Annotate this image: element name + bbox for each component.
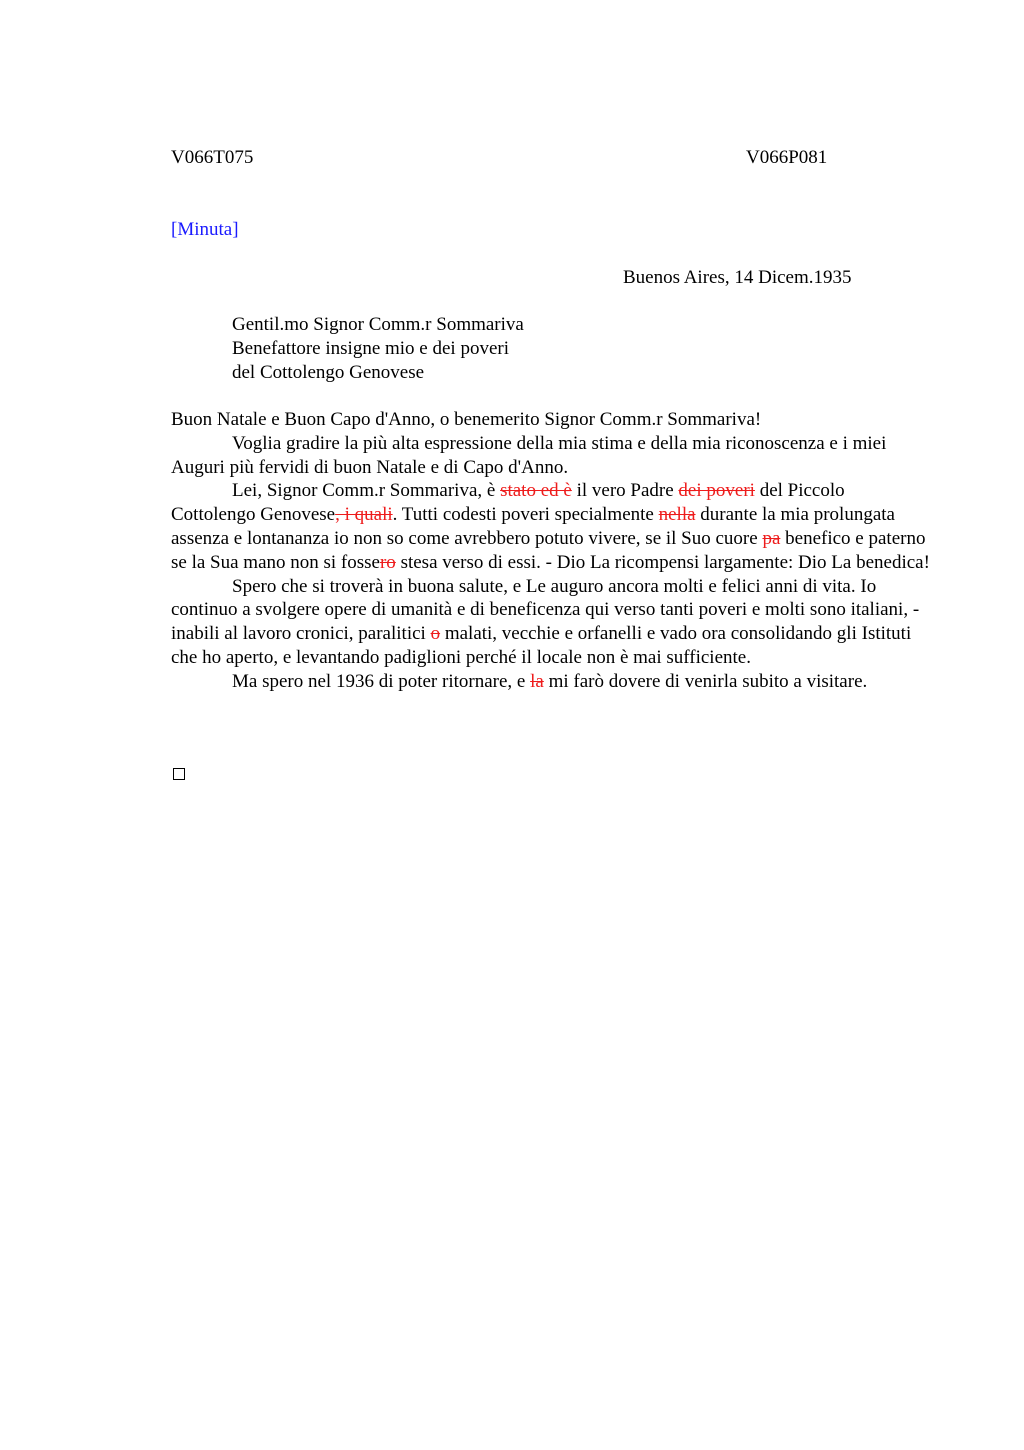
text-run: . Tutti codesti poveri specialmente	[392, 504, 659, 526]
greeting-paragraph: Buon Natale e Buon Capo d'Anno, o benemerito Signor Comm.r Sommariva!	[171, 409, 762, 430]
paragraph: Voglia gradire la più alta espressione della mia stima e della mia riconoscenza e i miei Auguri più fervidi di buon Natale e di Capo d'Anno.	[171, 432, 887, 478]
addressee-line: Benefattore insigne mio e dei poveri	[232, 338, 509, 359]
deleted-text: , i quali	[335, 504, 393, 526]
document-code-right: V066P081	[746, 147, 828, 168]
deleted-text: dei poveri	[678, 480, 755, 502]
text-run: malati, vecchie e orfanelli e vado ora consolidando gli Istituti che ho aperto, e levantando padiglioni perché il locale non è mai sufficiente.	[171, 623, 912, 668]
text-run: Ma spero nel 1936 di poter ritornare, e	[232, 670, 531, 692]
paragraph	[171, 670, 933, 694]
letter-body	[171, 408, 933, 694]
text-run: mi farò dovere di venirla subito a visitare.	[543, 670, 868, 692]
deleted-text: pa	[762, 527, 781, 549]
document-code-left: V066T075	[171, 147, 254, 168]
text-run: benefico e paterno se la Sua mano non si fosse	[171, 527, 926, 573]
deleted-text: nella	[658, 504, 696, 526]
text-run: Spero che si troverà in buona salute, e Le auguro ancora molti e felici anni di vita. Io continuo a svolgere opere di umanità e di beneficenza qui verso tanti poveri e molti sono italiani, - inabili al lavoro cronici, paralitici	[171, 575, 920, 645]
deleted-text: ro	[379, 551, 396, 573]
text-run: durante la mia prolungata assenza e lontananza io non so come avrebbero potuto vivere, se il Suo cuore	[171, 504, 895, 549]
text-run: stesa verso di essi. - Dio La ricompensi largamente: Dio La benedica!	[395, 551, 930, 573]
place-date-line: Buenos Aires, 14 Dicem.1935	[623, 267, 852, 288]
addressee-line: Gentil.mo Signor Comm.r Sommariva	[232, 314, 524, 335]
minuta-label: [Minuta]	[171, 219, 239, 240]
text-run: del Piccolo Cottolengo Genovese	[171, 480, 845, 526]
addressee-block	[232, 313, 524, 385]
deleted-text: stato ed è	[500, 480, 572, 502]
paragraph	[171, 479, 933, 574]
deleted-text: la	[530, 670, 544, 692]
paragraph	[171, 575, 933, 670]
text-run: Lei, Signor Comm.r Sommariva, è	[232, 480, 501, 502]
end-square-icon	[173, 768, 185, 780]
addressee-line: del Cottolengo Genovese	[232, 362, 425, 383]
text-run: il vero Padre	[571, 480, 679, 502]
deleted-text: o	[430, 623, 441, 645]
